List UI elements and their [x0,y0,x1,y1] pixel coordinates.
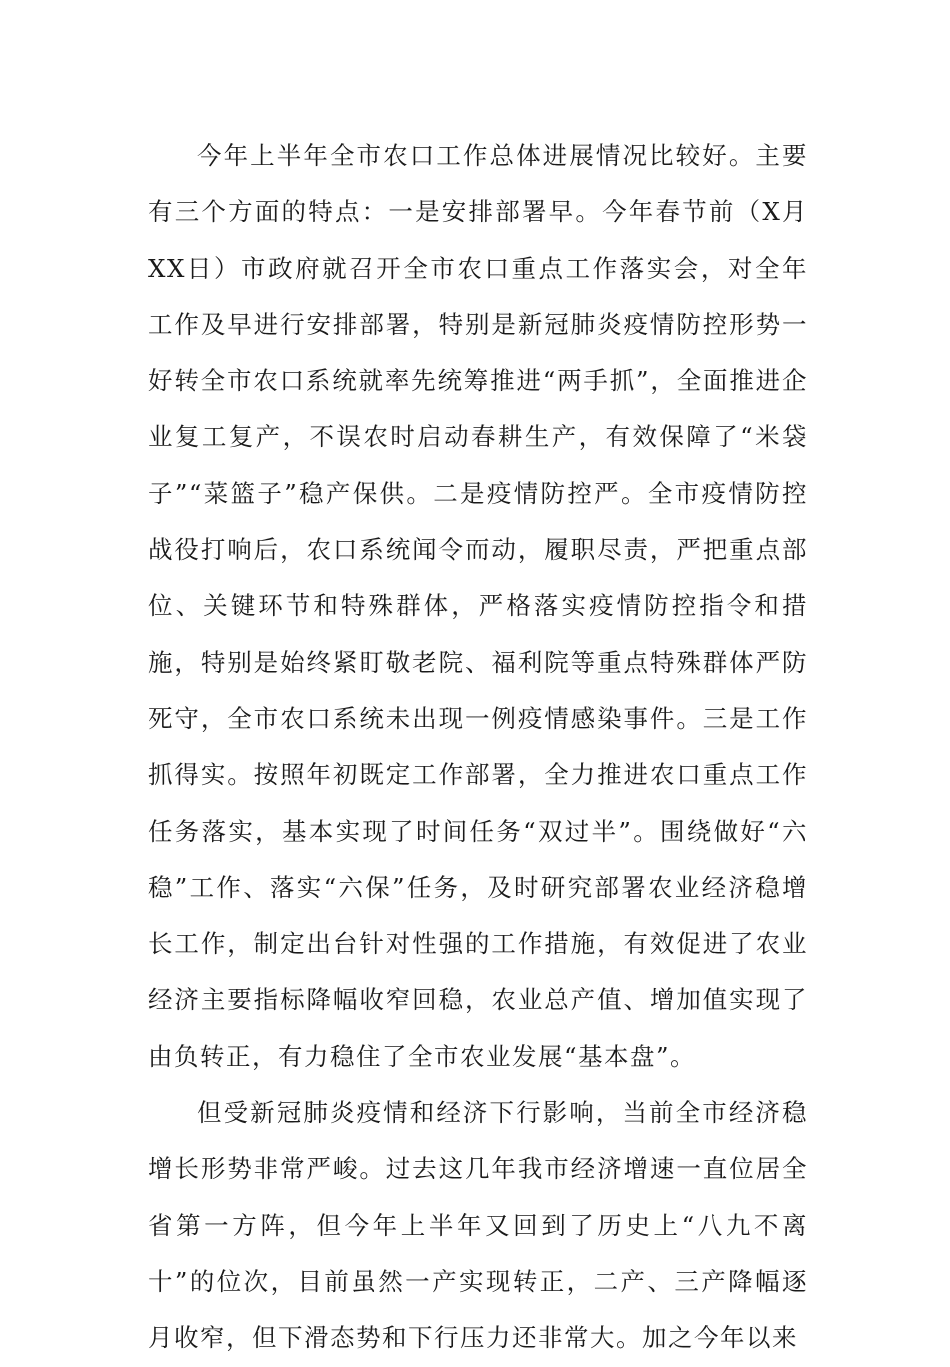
document-body [148,128,808,1367]
paragraph-first-half-year-summary: 今年上半年全市农口工作总体进展情况比较好。主要有三个方面的特点：一是安排部署早。今年春节前（X月XX日）市政府就召开全市农口重点工作落实会，对全年工作及早进行安排部署，特别是新冠肺炎疫情防控形势一好转全市农口系统就率先统筹推进“两手抓”，全面推进企业复工复产，不误农时启动春耕生产，有效保障了“米袋子”“菜篮子”稳产保供。二是疫情防控严。全市疫情防控战役打响后，农口系统闻令而动，履职尽责，严把重点部位、关键环节和特殊群体，严格落实疫情防控指令和措施，特别是始终紧盯敬老院、福利院等重点特殊群体严防死守，全市农口系统未出现一例疫情感染事件。三是工作抓得实。按照年初既定工作部署，全力推进农口重点工作任务落实，基本实现了时间任务“双过半”。围绕做好“六稳”工作、落实“六保”任务，及时研究部署农业经济稳增长工作，制定出台针对性强的工作措施，有效促进了农业经济主要指标降幅收窄回稳，农业总产值、增加值实现了由负转正，有力稳住了全市农业发展“基本盘”。 [148,141,808,1071]
paragraph-economic-pressure: 但受新冠肺炎疫情和经济下行影响，当前全市经济稳增长形势非常严峻。过去这几年我市经济增速一直位居全省第一方阵，但今年上半年又回到了历史上“八九不离十”的位次，目前虽然一产实现转正，二产、三产降幅逐月收窄，但下滑态势和下行压力还非常大。加之今年以来 [148,1098,808,1353]
